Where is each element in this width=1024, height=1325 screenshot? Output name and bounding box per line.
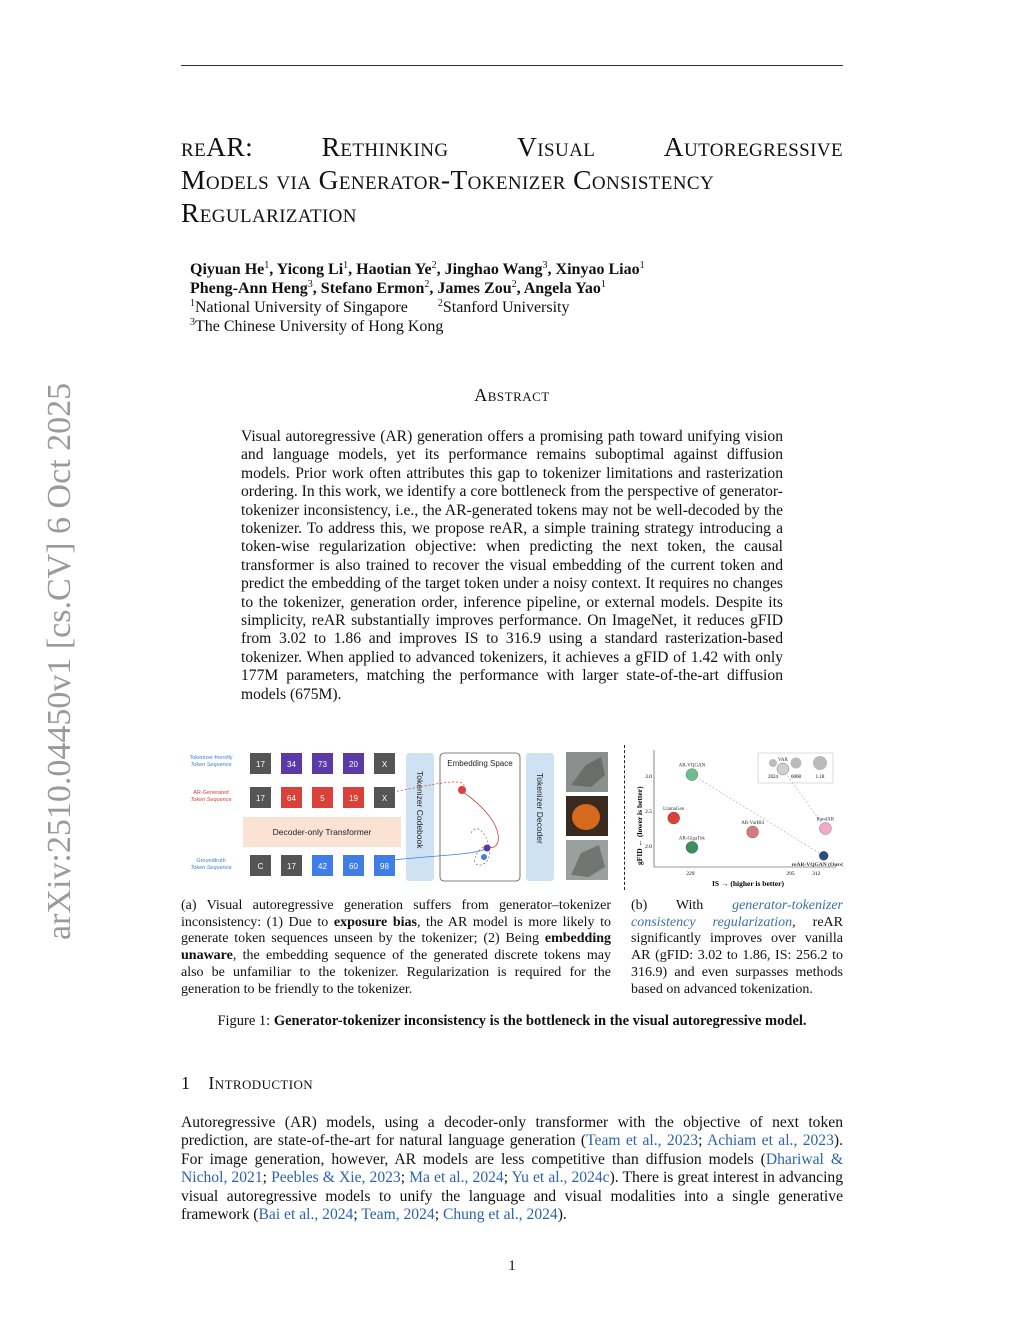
citation-link[interactable]: Bai et al., 2024: [258, 1206, 354, 1224]
svg-text:42: 42: [318, 862, 327, 871]
data-label: VAR: [777, 758, 788, 763]
citation-link[interactable]: Ma et al., 2024: [409, 1169, 504, 1187]
citation-link[interactable]: Achiam et al., 2023: [706, 1132, 834, 1150]
data-point: [819, 823, 831, 835]
intro-paragraph: Autoregressive (AR) models, using a decoder-only transformer with the objective of next token prediction, are state-of-the-art for natural language generation (Team et al., 2023; Achiam et al., 2023). For image generation, however, AR models are less competitive than diffusion models (Dhariwal & Nichol, 2021; Peebles & Xie, 2023; Ma et al., 2024; Yu et al., 2024c). There is great interest in advancing visual autoregressive models to unify the language and visual modalities into a single generative framework (Bai et al., 2024; Team, 2024; Chung et al., 2024).: [181, 1114, 844, 1224]
citation-link[interactable]: Team, 2024: [361, 1206, 435, 1224]
citation-link[interactable]: Chung et al., 2024: [442, 1206, 558, 1224]
author: Qiyuan He: [190, 261, 265, 278]
x-axis-label: IS → (higher is better): [712, 879, 784, 888]
author-list: Qiyuan He$^1$, Yicong Li$^1$, Haotian Ye$^2$, Jinghao Wang$^3$, Xinyao Liao$^1$ Pheng-Ann Heng$^3$, Stefano Ermon$^2$, James Zou$^2$, Angela Yao$^1$: [190, 260, 645, 297]
legend-label: 2024: [768, 775, 778, 780]
y-tick-label: 2.5: [645, 809, 652, 815]
author: Angela Yao: [523, 280, 601, 297]
svg-text:34: 34: [287, 760, 296, 769]
caption-a: (a) Visual autoregressive generation suffers from generator–tokenizer inconsistency: (1) Due to exposure bias, the AR model is more likely to generate token sequences unseen by the tokenizer; (2) Being embedding unaware, the embedding sequence of the generated discrete tokens may also be unfamiliar to the tokenizer. Regularization is required for the generation to be friendly to the tokenizer.: [181, 898, 611, 997]
data-point: [686, 769, 698, 781]
x-tick-label: 312: [812, 871, 821, 877]
figure-divider: [624, 745, 625, 890]
title-word: Rethinking: [321, 131, 449, 162]
page-number: 1: [508, 1258, 516, 1274]
svg-text:Tokenizer Decoder: Tokenizer Decoder: [535, 773, 545, 844]
data-label: AR-VarBld: [741, 821, 764, 826]
row1-tokens: [250, 753, 395, 774]
author: Yicong Li: [276, 261, 344, 278]
svg-text:98: 98: [380, 862, 389, 871]
author: Pheng-Ann Heng: [190, 280, 308, 297]
caption-link[interactable]: generator-tokenizer consistency regularization: [631, 898, 843, 930]
row3-label: Groundtruth: [196, 858, 226, 864]
svg-text:X: X: [381, 760, 388, 769]
legend-marker: [769, 759, 777, 767]
y-tick-label: 3.0: [645, 774, 652, 780]
data-point: [686, 841, 698, 853]
row3-tokens: [250, 855, 395, 876]
legend-marker: [813, 756, 827, 770]
svg-text:Decoder-only Transformer: Decoder-only Transformer: [272, 827, 372, 837]
svg-text:X: X: [381, 794, 388, 803]
svg-text:C: C: [257, 862, 264, 871]
row2-label: AR-Generated: [193, 790, 229, 796]
author: Jinghao Wang: [444, 261, 543, 278]
abstract-text: Visual autoregressive (AR) generation offers a promising path toward unifying vision and language models, yet its performance remains suboptimal against diffusion models. Prior work often attributes this gap to tokenizer limitations and rasterization ordering. In this work, we identify a core bottleneck from the perspective of generator-tokenizer inconsistency, i.e., the AR-generated tokens may not be well-decoded by the tokenizer. To address this, we propose reAR, a simple training strategy introducing a token-wise regularization objective: when predicting the next token, the causal transformer is also trained to recover the visual embedding of the current token and predict the embedding of the target token under a noisy context. It requires no changes to the tokenizer, generation order, inference pipeline, or external models. Despite its simplicity, reAR substantially improves performance. On ImageNet, it reduces gFID from 3.02 to 1.86 and improves IS to 316.9 using a standard rasterization-based tokenizer. When applied to advanced tokenizers, it achieves a gFID of 1.42 with only 177M parameters, matching the performance with larger state-of-the-art diffusion models (675M).: [241, 428, 783, 703]
data-point: [668, 812, 680, 824]
x-tick-label: 229: [686, 871, 695, 877]
section-heading: 1 Introduction: [181, 1073, 314, 1093]
citation-link[interactable]: Yu et al., 2024c: [511, 1169, 610, 1187]
figure-1a-diagram: [181, 745, 611, 885]
paper-title: [181, 130, 843, 229]
title-word: Visual: [517, 131, 596, 162]
x-tick-label: 295: [786, 871, 795, 877]
affiliation: National University of Singapore: [195, 299, 408, 316]
data-point: [777, 763, 789, 775]
legend-label: 6008: [791, 775, 801, 780]
author: Stefano Ermon: [320, 280, 425, 297]
data-label: LlamaGen: [663, 807, 685, 812]
data-label: RandAR: [816, 817, 835, 823]
data-point: [819, 851, 828, 860]
svg-text:19: 19: [349, 794, 358, 803]
svg-text:17: 17: [256, 794, 265, 803]
svg-text:5: 5: [320, 794, 325, 803]
arxiv-id: arXiv:2510.04450v1 [cs.CV] 6 Oct 2025: [41, 382, 78, 940]
svg-text:64: 64: [287, 794, 296, 803]
title-line-3: Regularization: [181, 197, 357, 228]
affiliation: The Chinese University of Hong Kong: [195, 318, 444, 335]
row2-tokens: [250, 787, 395, 808]
svg-text:Token Sequence: Token Sequence: [190, 797, 232, 803]
connector-line: [692, 775, 824, 856]
author: Haotian Ye: [356, 261, 432, 278]
row1-label: Tokenizer-friendly: [189, 755, 233, 761]
svg-text:17: 17: [256, 760, 265, 769]
svg-text:Embedding Space: Embedding Space: [447, 759, 513, 768]
figure-1b-chart: [628, 745, 843, 890]
y-axis-label: gFID ← (lower is better): [635, 786, 644, 865]
author: Xinyao Liao: [555, 261, 640, 278]
affiliations: $^1$National University of Singapore $^2$Stanford University $^3$The Chinese University of Hong Kong: [190, 298, 570, 335]
svg-text:Tokenizer Codebook: Tokenizer Codebook: [415, 771, 425, 849]
affiliation: Stanford University: [442, 299, 570, 316]
legend-label: 1.18: [815, 775, 825, 780]
caption-b: (b) With generator-tokenizer consistency regularization, reAR significantly improves over vanilla AR (gFID: 3.02 to 1.86, IS: 256.2 to 316.9) and even surpasses methods based on advanced tokenization.: [631, 898, 843, 997]
data-label: AR-VQGAN: [678, 763, 706, 769]
svg-text:60: 60: [349, 862, 358, 871]
citation-link[interactable]: Team et al., 2023: [586, 1132, 699, 1150]
svg-text:Token Sequence: Token Sequence: [190, 865, 232, 871]
data-label: AR-GigaTok: [678, 836, 705, 842]
svg-text:73: 73: [318, 760, 327, 769]
author: James Zou: [437, 280, 512, 297]
abstract-heading: Abstract: [474, 385, 550, 405]
svg-text:17: 17: [287, 862, 296, 871]
data-point: [747, 826, 759, 838]
header-rule: [181, 65, 843, 66]
title-word: Autoregressive: [663, 131, 843, 162]
y-tick-label: 2.0: [645, 844, 652, 850]
data-label: reAR-VQGAN (Ours): [791, 861, 843, 868]
legend-marker: [791, 758, 802, 769]
svg-text:Token Sequence: Token Sequence: [190, 762, 232, 768]
svg-text:20: 20: [349, 760, 358, 769]
title-line-2: Models via Generator-Tokenizer Consistency: [181, 164, 715, 195]
citation-link[interactable]: Peebles & Xie, 2023: [271, 1169, 401, 1187]
embedding-space-box: [440, 753, 520, 881]
citation-link[interactable]: Dhariwal & Nichol, 2021: [181, 1150, 843, 1187]
arxiv-stamp: [20, 380, 80, 940]
title-word: reAR:: [181, 131, 254, 162]
figure-caption: Figure 1: Generator-tokenizer inconsistency is the bottleneck in the visual autoregressive model.: [217, 1013, 807, 1029]
